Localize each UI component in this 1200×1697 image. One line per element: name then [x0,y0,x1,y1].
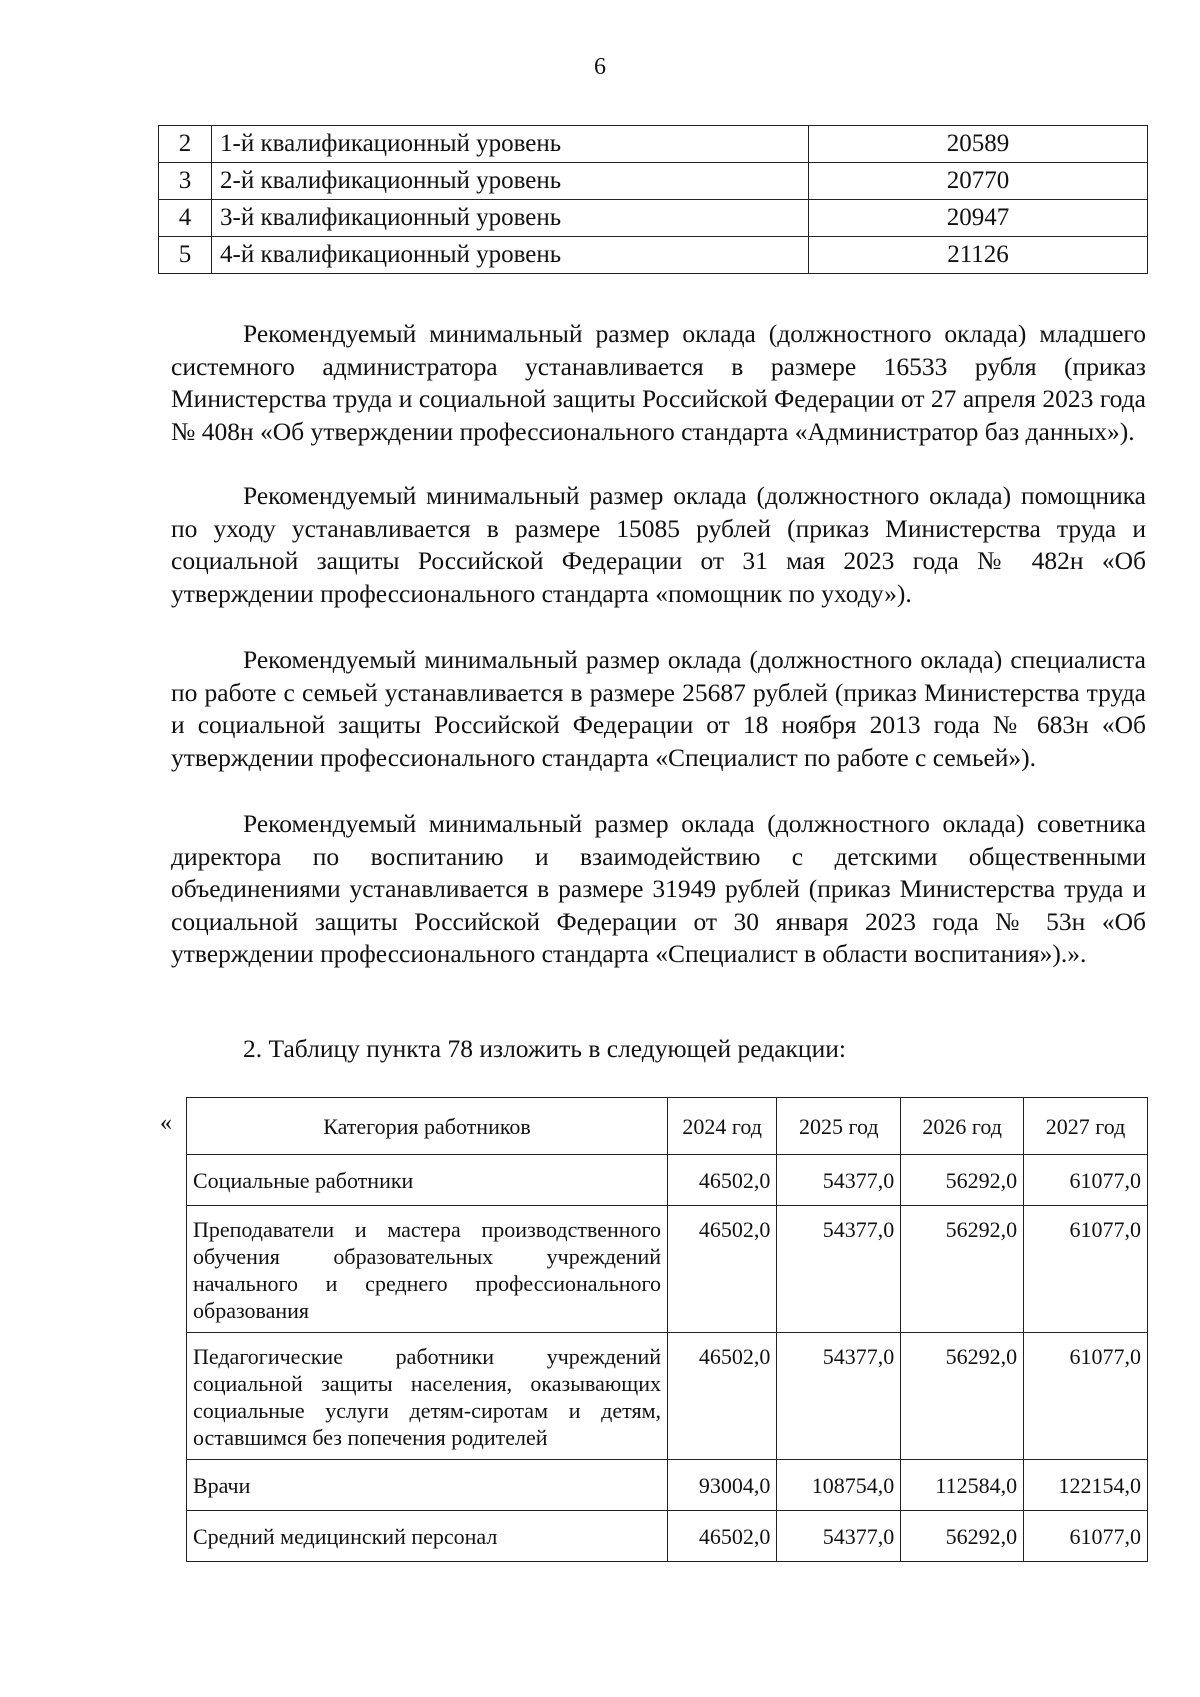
value-cell: 54377,0 [777,1155,901,1206]
value-cell: 46502,0 [668,1155,777,1206]
table-header-row [187,1098,1148,1155]
row-number: 5 [159,237,212,274]
value-cell: 108754,0 [777,1460,901,1511]
page-number: 6 [594,54,606,80]
opening-quote-mark: « [160,1110,172,1136]
level-label: 1-й квалификационный уровень [212,126,809,163]
table-row [187,1460,1148,1511]
row-number: 3 [159,163,212,200]
row-number: 4 [159,200,212,237]
table-row [159,126,1148,163]
table-row [159,200,1148,237]
level-value: 20770 [809,163,1148,200]
category-cell: Врачи [187,1460,668,1511]
paragraph-family-specialist-salary: Рекомендуемый минимальный размер оклада (должностного оклада) специалиста по работе с семьей устанавливается в размере 25687 рублей (приказ Министерства труда и социальной защиты Российской Федерации от 18 ноября 2013 года № 683н «Об утверждении профессионального стандарта «Специалист по работе с семьей»). [171,645,1146,772]
value-cell: 122154,0 [1024,1460,1148,1511]
column-header-category: Категория работников [187,1098,668,1155]
column-header-2024: 2024 год [668,1098,777,1155]
value-cell: 46502,0 [668,1511,777,1562]
value-cell: 56292,0 [901,1155,1024,1206]
level-value: 20947 [809,200,1148,237]
paragraph-sysadmin-salary: Рекомендуемый минимальный размер оклада (должностного оклада) младшего системного администратора устанавливается в размере 16533 рубля (приказ Министерства труда и социальной защиты Российской Федерации от 27 апреля 2023 года № 408н «Об утверждении профессионального стандарта «Администратор баз данных»). [171,319,1146,446]
table-row [187,1206,1148,1333]
value-cell: 56292,0 [901,1511,1024,1562]
column-header-2025: 2025 год [777,1098,901,1155]
value-cell: 46502,0 [668,1333,777,1460]
paragraph-care-assistant-salary: Рекомендуемый минимальный размер оклада (должностного оклада) помощника по уходу устанавливается в размере 15085 рублей (приказ Министерства труда и социальной защиты Российской Федерации от 31 мая 2023 года № 482н «Об утверждении профессионального стандарта «помощник по уходу»). [171,481,1146,608]
table-row [187,1155,1148,1206]
value-cell: 61077,0 [1024,1155,1148,1206]
column-header-2026: 2026 год [901,1098,1024,1155]
salary-table [186,1097,1148,1562]
value-cell: 54377,0 [777,1333,901,1460]
level-value: 20589 [809,126,1148,163]
value-cell: 61077,0 [1024,1333,1148,1460]
value-cell: 54377,0 [777,1206,901,1333]
category-cell: Социальные работники [187,1155,668,1206]
value-cell: 56292,0 [901,1333,1024,1460]
value-cell: 46502,0 [668,1206,777,1333]
category-cell: Педагогические работники учреждений социальной защиты населения, оказывающих социальные услуги детям-сиротам и детям, оставшимся без попечения родителей [187,1333,668,1460]
category-cell: Средний медицинский персонал [187,1511,668,1562]
paragraph-education-advisor-salary: Рекомендуемый минимальный размер оклада (должностного оклада) советника директора по воспитанию и взаимодействию с детскими общественными объединениями устанавливается в размере 31949 рублей (приказ Министерства труда и социальной защиты Российской Федерации от 30 января 2023 года № 53н «Об утверждении профессионального стандарта «Специалист в области воспитания»).». [171,809,1146,969]
level-label: 2-й квалификационный уровень [212,163,809,200]
value-cell: 54377,0 [777,1511,901,1562]
category-cell: Преподаватели и мастера производственного обучения образовательных учреждений начального и среднего профессионального образования [187,1206,668,1333]
value-cell: 93004,0 [668,1460,777,1511]
level-label: 3-й квалификационный уровень [212,200,809,237]
section-item-2: 2. Таблицу пункта 78 изложить в следующей редакции: [243,1034,846,1063]
table-row [187,1333,1148,1460]
row-number: 2 [159,126,212,163]
value-cell: 61077,0 [1024,1511,1148,1562]
table-row [159,237,1148,274]
level-label: 4-й квалификационный уровень [212,237,809,274]
qualification-levels-table [158,125,1148,274]
column-header-2027: 2027 год [1024,1098,1148,1155]
value-cell: 56292,0 [901,1206,1024,1333]
table-row [187,1511,1148,1562]
value-cell: 61077,0 [1024,1206,1148,1333]
level-value: 21126 [809,237,1148,274]
table-row [159,163,1148,200]
value-cell: 112584,0 [901,1460,1024,1511]
